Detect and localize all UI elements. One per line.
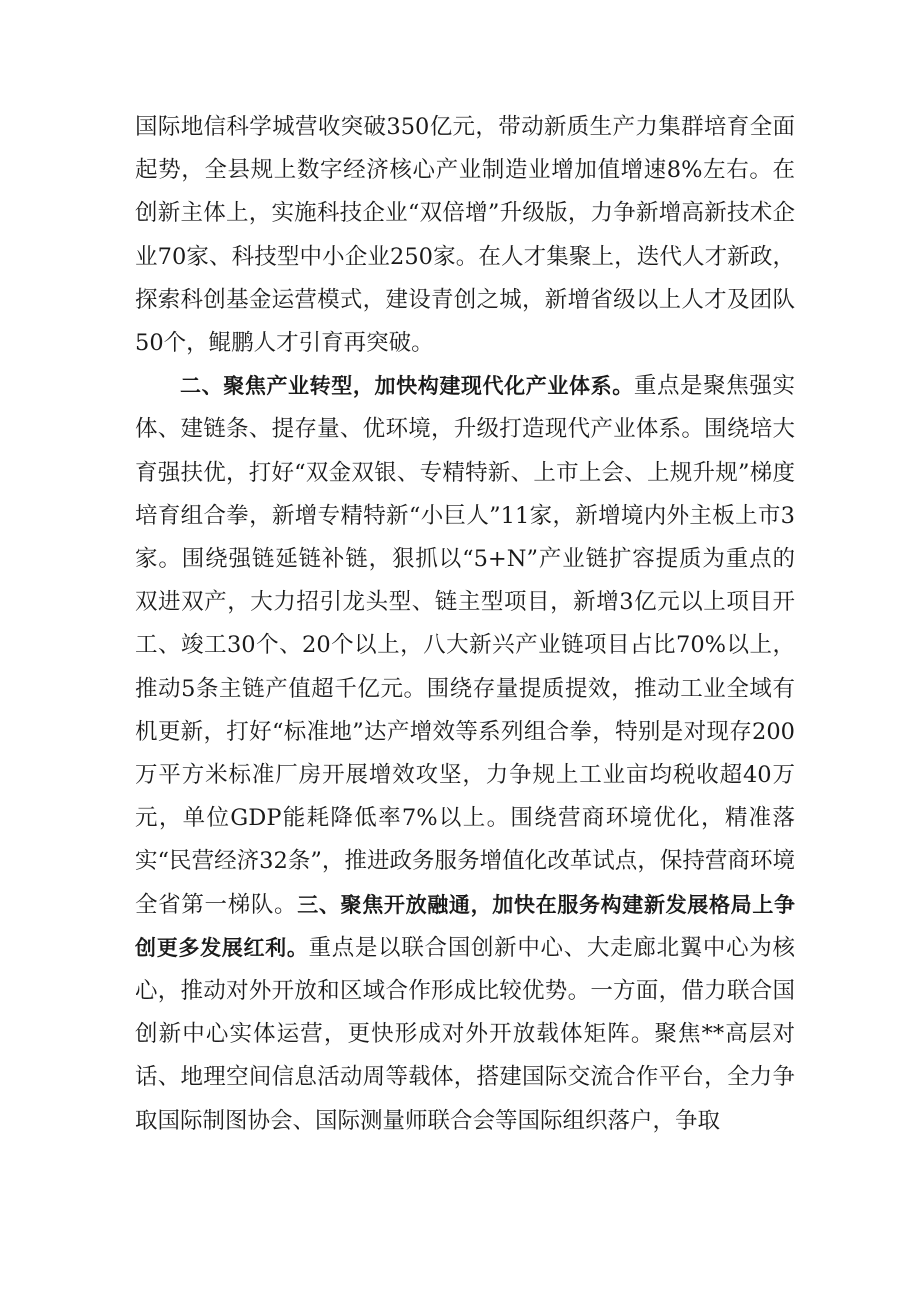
document-body: [135, 106, 795, 1143]
paragraph-industry-transformation: [135, 365, 795, 1143]
section-heading-2: 二、聚焦产业转型，加快构建现代化产业体系。: [180, 374, 634, 399]
section-heading-3: 三、聚焦开放融通，加快在服务构建新发展格局上争创更多发展红利。: [135, 892, 795, 960]
section-body-2: 重点是聚焦强实体、建链条、提存量、优环境，升级打造现代产业体系。围绕培大育强扶优，打好“双金双银、专精特新、上市上会、上规升规”梯度培育组合拳，新增专精特新“小巨人”11家，新增境内外主板上市3家。围绕强链延链补链，狠抓以“5+N”产业链扩容提质为重点的双进双产，大力招引龙头型、链主型项目，新增3亿元以上项目开工、竣工30个、20个以上，八大新兴产业链项目占比70%以上，推动5条主链产值超千亿元。围绕存量提质提效，推动工业全域有机更新，打好“标准地”达产增效等系列组合拳，特别是对现存200万平方米标准厂房开展增效攻坚，力争规上工业亩均税收超40万元，单位GDP能耗降低率7%以上。围绕营商环境优化，精准落实“民营经济32条”，推进政务服务增值化改革试点，保持营商环境全省第一梯队。: [135, 373, 795, 918]
section-body-3: 重点是以联合国创新中心、大走廊北翼中心为核心，推动对外开放和区域合作形成比较优势。一方面，借力联合国创新中心实体运营，更快形成对外开放载体矩阵。聚焦**高层对话、地理空间信息活动周等载体，搭建国际交流合作平台，全力争取国际制图协会、国际测量师联合会等国际组织落户，争取: [135, 934, 795, 1134]
paragraph-continuation: 国际地信科学城营收突破350亿元，带动新质生产力集群培育全面起势，全县规上数字经济核心产业制造业增加值增速8%左右。在创新主体上，实施科技企业“双倍增”升级版，力争新增高新技术企业70家、科技型中小企业250家。在人才集聚上，迭代人才新政，探索科创基金运营模式，建设青创之城，新增省级以上人才及团队50个，鲲鹏人才引育再突破。: [135, 114, 795, 357]
